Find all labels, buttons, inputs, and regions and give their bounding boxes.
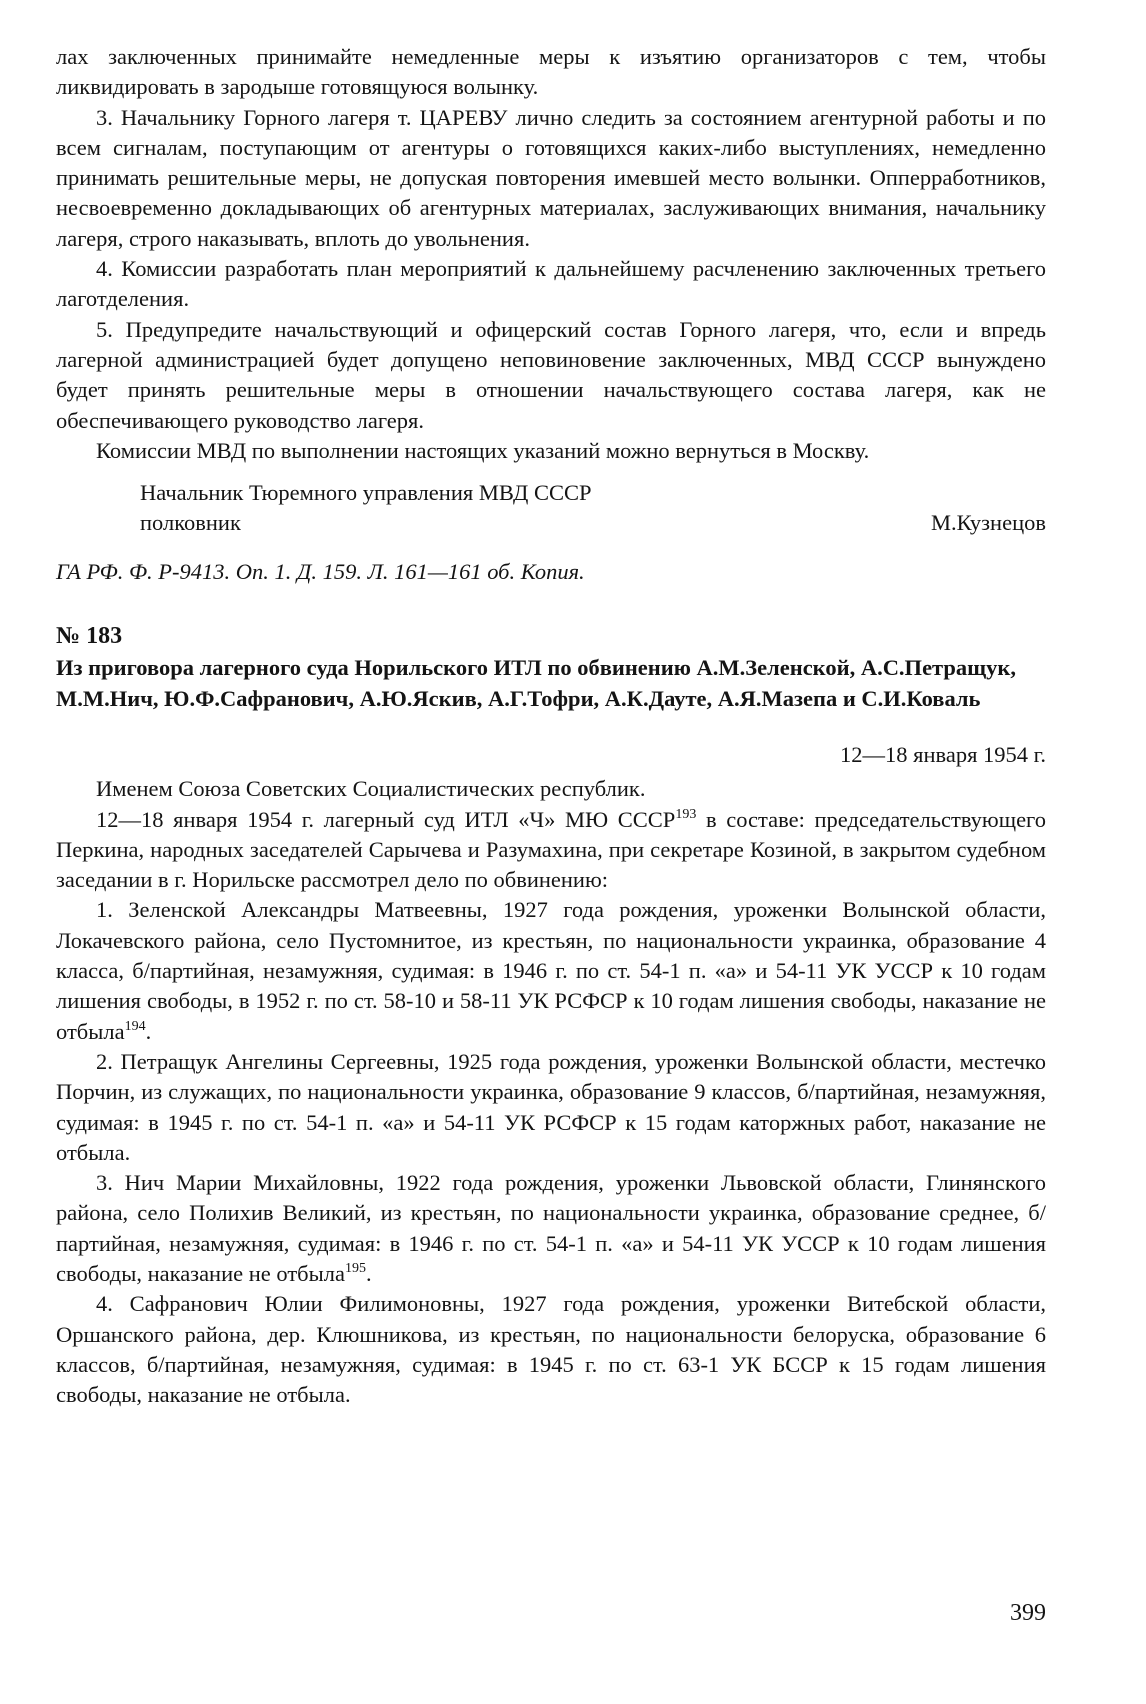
signature-row xyxy=(56,508,1046,538)
point-5: 5. Предупредите начальствующий и офицерский состав Горного лагеря, что, если и впредь лагерной администрацией будет допущено неповиновение заключенных, МВД СССР вынуждено будет принять решительные меры в отношении начальствующего состава лагеря, как не обеспечивающего руководство лагеря. xyxy=(56,316,1046,433)
verdict-opening: Именем Союза Советских Социалистических республик. xyxy=(96,776,646,802)
court-text-a: 12—18 января 1954 г. лагерный суд ИТЛ «Ч» МЮ СССР xyxy=(96,806,676,832)
court-composition xyxy=(56,805,1046,896)
verdict-body xyxy=(56,774,1046,1410)
signature-block xyxy=(56,478,1046,539)
document-number: № 183 xyxy=(56,623,123,650)
archive-reference: ГА РФ. Ф. Р-9413. Оп. 1. Д. 159. Л. 161—161 об. Копия. xyxy=(56,558,585,584)
footnote-ref-193: 193 xyxy=(675,806,697,822)
defendant-tail: . xyxy=(145,1018,152,1044)
signature-name: М.Кузнецов xyxy=(930,510,1046,536)
page-number: 399 xyxy=(1010,1600,1046,1626)
defendant-text: 3. Нич Марии Михайловны, 1922 года рождения, уроженки Львовской области, Глинянского района, село Полихив Великий, из крестьян, по национальности украинка, образование среднее, б/партийная, незамужняя, судимая: в 1946 г. по ст. 54-1 п. «а» и 54-11 УК УССР к 10 годам лишения свободы, наказание не отбыла xyxy=(56,1170,1046,1286)
document-date: 12—18 января 1954 г. xyxy=(840,741,1046,767)
point-4: 4. Комиссии разработать план мероприятий к дальнейшему расчленению заключенных третьего лаготделения. xyxy=(56,256,1046,312)
defendant-text: 2. Петращук Ангелины Сергеевны, 1925 года рождения, уроженки Волынской области, местечко Порчин, из служащих, по национальности украинка, образование 9 классов, б/партийная, незамужняя, судимая: в 1945 г. по ст. 54-1 п. «а» и 54-11 УК РСФСР к 15 годам каторжных работ, наказание не отбыла. xyxy=(56,1048,1046,1165)
signature-rank: полковник xyxy=(140,510,241,536)
defendant-text: 4. Сафранович Юлии Филимоновны, 1927 года рождения, уроженки Витебской области, Оршанского района, дер. Клюшникова, из крестьян, по национальности белоруска, образование 6 классов, б/партийная, незамужняя, судимая: в 1945 г. по ст. 63-1 УК БССР к 15 годам лишения свободы, наказание не отбыла. xyxy=(56,1291,1046,1408)
defendant-text: 1. Зеленской Александры Матвеевны, 1927 года рождения, уроженки Волынской области, Локачевского района, село Пустомнитое, из крестьян, по национальности украинка, образование 4 класса, б/партийная, незамужняя, судимая: в 1946 г. по ст. 54-1 п. «а» и 54-11 УК УССР к 10 годам лишения свободы, в 1952 г. по ст. 58-10 и 58-11 УК РСФСР к 10 годам лишения свободы, наказание не отбыла xyxy=(56,897,1046,1044)
court-text-b: в составе: председательствующего Перкина, народных заседателей Сарычева и Разумахина, при секретаре Козиной, в закрытом судебном заседании в г. Норильске рассмотрел дело по обвинению: xyxy=(56,806,1046,893)
point-3: 3. Начальнику Горного лагеря т. ЦАРЕВУ лично следить за состоянием агентурной работы и по всем сигналам, поступающим от агентуры о готовящихся каких-либо выступлениях, немедленно принимать решительные меры, не допуская повторения имевшей место волынки. Опперработников, несвоевременно докладывающих об агентурных материалах, заслуживающих внимания, начальнику лагеря, строго наказывать, вплоть до увольнения. xyxy=(56,104,1046,251)
footnote-ref-195: 195 xyxy=(344,1260,366,1276)
defendant-2 xyxy=(56,1047,1046,1168)
signature-position: Начальник Тюремного управления МВД СССР xyxy=(140,480,592,506)
defendant-1 xyxy=(56,895,1046,1046)
page-content xyxy=(56,42,1046,1410)
return-instruction: Комиссии МВД по выполнении настоящих указаний можно вернуться в Москву. xyxy=(96,437,870,463)
defendant-tail: . xyxy=(365,1260,372,1286)
footnote-ref-194: 194 xyxy=(124,1018,146,1034)
defendant-3 xyxy=(56,1168,1046,1289)
defendant-4 xyxy=(56,1289,1046,1410)
document-title: Из приговора лагерного суда Норильского ИТЛ по обвинению А.М.Зеленской, А.С.Петращук, М.М.Нич, Ю.Ф.Сафранович, А.Ю.Яскив, А.Г.Тофри, А.К.Дауте, А.Я.Мазепа и С.И.Коваль xyxy=(56,655,1016,711)
continuation-paragraph: лах заключенных принимайте немедленные меры к изъятию организаторов с тем, чтобы ликвидировать в зародыше готовящуюся волынку. xyxy=(56,44,1046,100)
